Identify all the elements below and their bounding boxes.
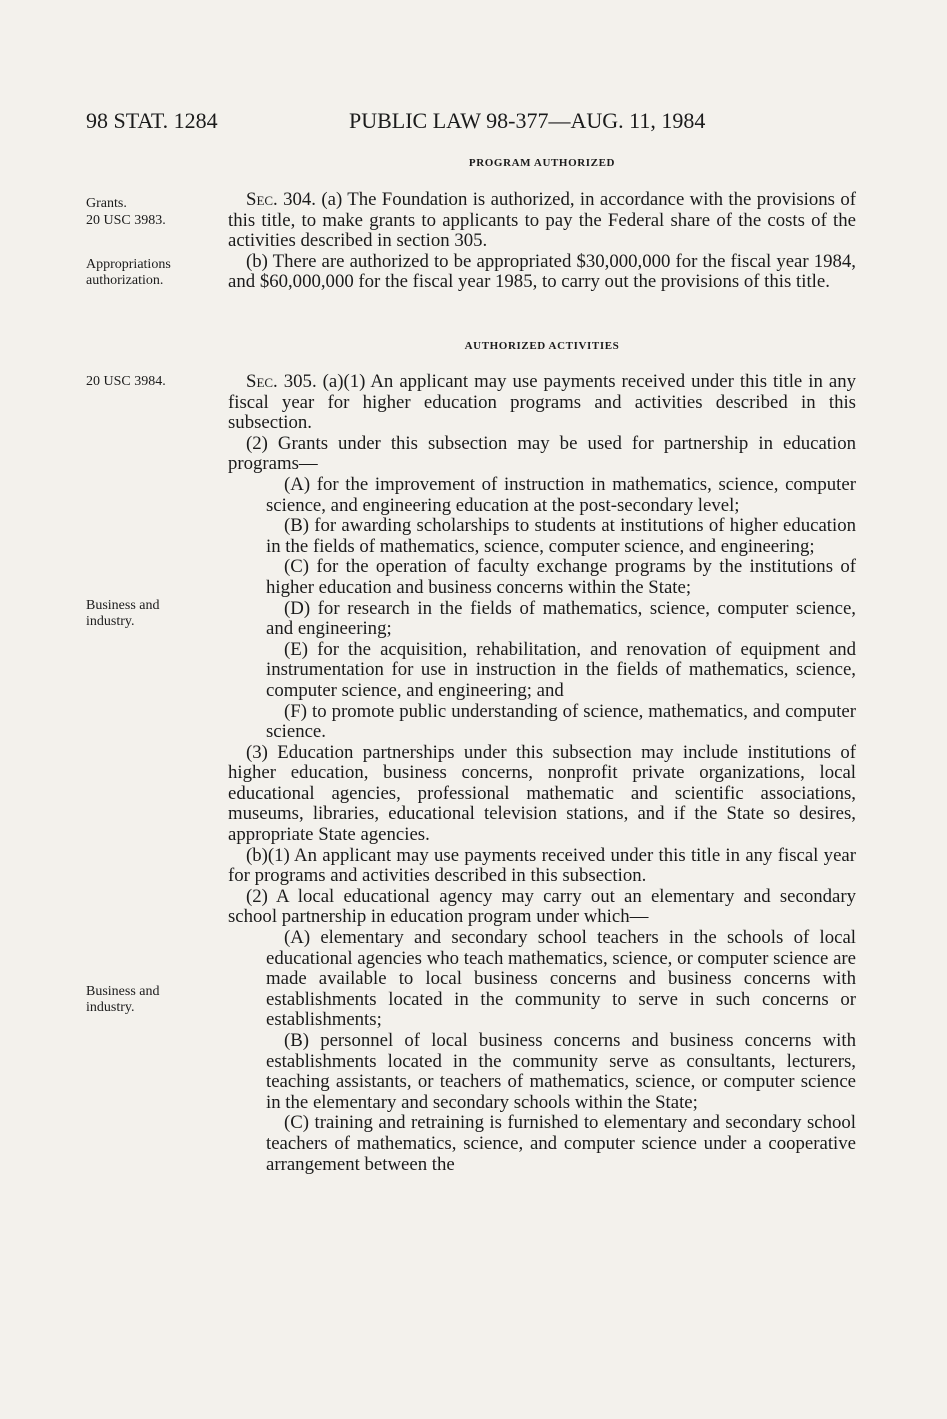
margin-note-line: industry. <box>86 1000 135 1015</box>
margin-note-business-industry <box>86 598 216 630</box>
sec-305-a2-F: (F) to promote public understanding of science, mathematics, and computer science. <box>266 700 856 743</box>
stat-page-number: 98 STAT. 1284 <box>86 108 218 133</box>
sec-305-a2-A: (A) for the improvement of instruction in mathematics, science, computer science, and engineering education at the post-secondary level; <box>266 473 856 516</box>
sec-305-b2-B: (B) personnel of local business concerns and business concerns with establishments located in the community serve as consultants, lecturers, teaching assistants, or teachers of mathematics, science, or computer science in the elementary and secondary schools within the State; <box>266 1030 856 1113</box>
sec-label: Sec. <box>246 189 278 210</box>
margin-note-line: Business and <box>86 598 160 613</box>
public-law-title: PUBLIC LAW 98-377—AUG. 11, 1984 <box>349 108 706 133</box>
sec-304-a <box>228 190 856 252</box>
sec-304-a-text: 304. (a) The Foundation is authorized, in accordance with the provisions of this title, to make grants to applicants to pay the Federal share of the costs of the activities described in section 305. <box>228 189 856 252</box>
margin-note-usc-3983: 20 USC 3983. <box>86 213 166 228</box>
section-305-body <box>228 372 856 1175</box>
margin-note-business-industry-2 <box>86 984 216 1016</box>
sec-305-b1: (b)(1) An applicant may use payments received under this title in any fiscal year for programs and activities described in this subsection. <box>228 844 856 887</box>
sec-305-a2-D: (D) for research in the fields of mathematics, science, computer science, and engineering; <box>266 597 856 640</box>
sec-305-a1 <box>228 372 856 434</box>
sec-304-b: (b) There are authorized to be appropriated $30,000,000 for the fiscal year 1984, and $60,000,000 for the fiscal year 1985, to carry out the provisions of this title. <box>228 250 856 293</box>
margin-note-line: Business and <box>86 984 160 999</box>
sec-label: Sec. <box>246 371 278 392</box>
sec-305-a2: (2) Grants under this subsection may be used for partnership in education programs— <box>228 432 856 475</box>
sec-305-b2-A: (A) elementary and secondary school teachers in the schools of local educational agencies who teach mathematics, science, or computer science are made available to local business concerns and business concerns with establishments located in the community to serve in such concerns or establishments; <box>266 927 856 1031</box>
sec-305-a1-text: 305. (a)(1) An applicant may use payments received under this title in any fiscal year for higher education programs and activities described in this subsection. <box>228 371 856 434</box>
sec-305-a2-C: (C) for the operation of faculty exchange programs by the institutions of higher education and business concerns within the State; <box>266 556 856 598</box>
section-304-body <box>228 190 856 293</box>
sec-305-a2-E: (E) for the acquisition, rehabilitation, and renovation of equipment and instrumentation for use in instruction in the fields of mathematics, science, computer science, and engineering; and <box>266 638 856 701</box>
sec-305-a3: (3) Education partnerships under this subsection may include institutions of higher education, business concerns, nonprofit private organizations, local educational agencies, professional mathematic and scientific associations, museums, libraries, educational television stations, and if the State so desires, appropriate State agencies. <box>228 741 856 846</box>
heading-program-authorized: PROGRAM AUTHORIZED <box>468 157 616 169</box>
margin-note-line: authorization. <box>86 273 164 288</box>
running-header <box>86 108 856 142</box>
sec-305-a2-B: (B) for awarding scholarships to students at institutions of higher education in the fields of mathematics, science, computer science, and engineering; <box>266 515 856 557</box>
margin-note-line: Appropriations <box>86 257 171 272</box>
sec-305-b2-C: (C) training and retraining is furnished to elementary and secondary school teachers of mathematics, science, and computer science under a cooperative arrangement between the <box>266 1112 856 1175</box>
margin-note-line: industry. <box>86 614 135 629</box>
margin-note-appropriations <box>86 257 216 289</box>
sec-305-b2: (2) A local educational agency may carry out an elementary and secondary school partnership in education program under which— <box>228 885 856 928</box>
margin-note-usc-3984: 20 USC 3984. <box>86 374 166 389</box>
heading-authorized-activities: AUTHORIZED ACTIVITIES <box>464 340 620 352</box>
margin-note-grants: Grants. <box>86 196 127 211</box>
